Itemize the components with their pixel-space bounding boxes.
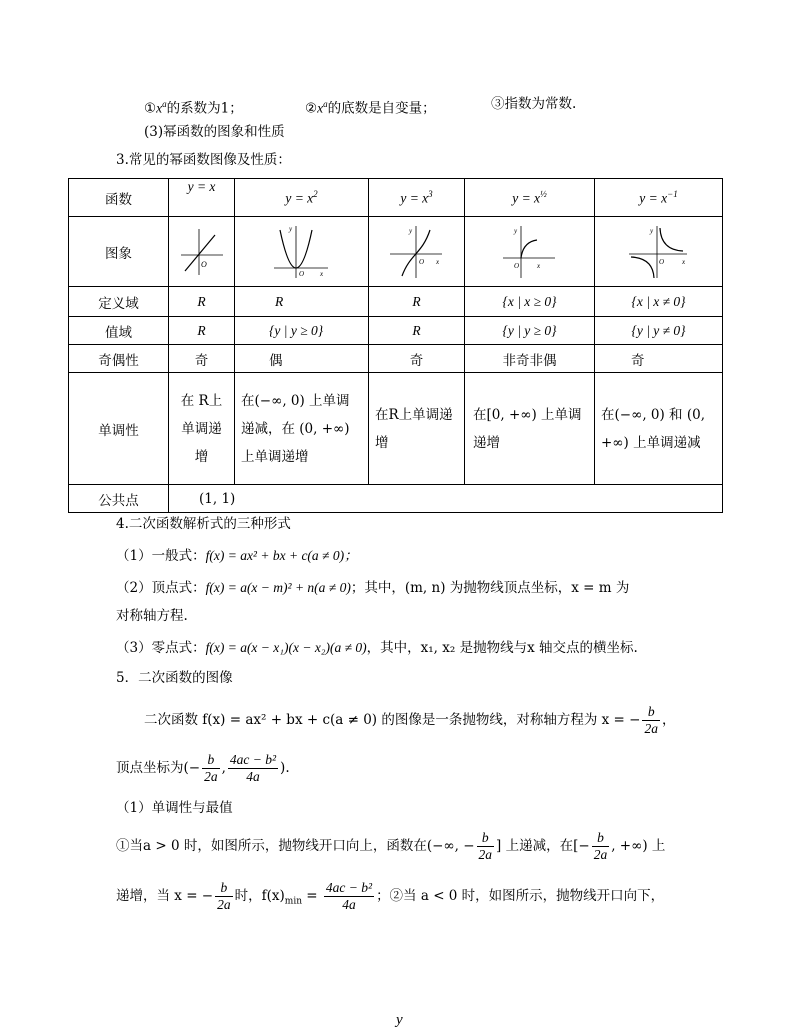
domain-cell: {x | x ≥ 0}: [465, 287, 595, 317]
intro-item3: ③指数为常数.: [491, 96, 577, 112]
intro-item1-pre: ①: [144, 100, 157, 117]
fraction: [477, 830, 495, 863]
case2-line: [116, 878, 664, 914]
fraction: [215, 880, 233, 913]
func-cell: $y = x^3$: [369, 179, 465, 217]
frac-den: 4a: [342, 897, 356, 912]
row-label: 函数: [69, 179, 169, 217]
monotonic-cell: 在[0, +∞) 上单调递增: [465, 373, 595, 485]
svg-text:O: O: [200, 259, 207, 269]
case2-a: 递增，当 x = −: [116, 888, 214, 904]
range-cell: R: [369, 317, 465, 345]
intro-item1-post: 的系数为1；: [166, 100, 243, 117]
svg-text:x: x: [681, 257, 685, 266]
func-cell: $y = x^2$: [235, 179, 369, 217]
section5-p1: [144, 702, 675, 738]
frac-num: 4ac − b²: [325, 880, 373, 895]
monotonic-cell: 在 R上单调递增: [169, 373, 235, 485]
form-general-formula: f(x) = ax² + bx + c(a ≠ 0)；: [205, 548, 358, 563]
form-vertex-cont: 对称轴方程.: [116, 608, 188, 624]
parity-cell: 非奇非偶: [465, 345, 595, 373]
form-vertex-label: （2）顶点式：: [116, 580, 206, 596]
parity-cell: 奇: [369, 345, 465, 373]
domain-cell: {x | x ≠ 0}: [595, 287, 723, 317]
common-point-cell: (1, 1): [169, 485, 723, 513]
fraction: [592, 830, 610, 863]
parity-cell: 偶: [235, 345, 369, 373]
section4-title: 4.二次函数解析式的三种形式: [116, 516, 291, 532]
case1-line: [116, 828, 665, 864]
graph-square: [235, 217, 369, 287]
footer-symbol: y: [396, 1012, 403, 1028]
monotonic-cell: 在(−∞, 0) 和 (0, +∞) 上单调递减: [595, 373, 723, 485]
func-cell: y = x: [169, 179, 235, 217]
intro-item2-pre: ②: [305, 100, 318, 117]
case1-a: ①当a > 0 时，如图所示，抛物线开口向上，函数在(−∞, −: [116, 838, 475, 854]
form-general: [116, 546, 358, 566]
table-row-common: [69, 485, 723, 513]
svg-text:y: y: [513, 226, 517, 235]
frac-num: b: [215, 880, 233, 897]
case2-c: =: [302, 888, 322, 904]
form-zero-label: （3）零点式：: [116, 640, 206, 656]
row-label: 单调性: [69, 373, 169, 485]
parity-cell: 奇: [595, 345, 723, 373]
row-label: 奇偶性: [69, 345, 169, 373]
row-label: 值域: [69, 317, 169, 345]
row-label: 定义域: [69, 287, 169, 317]
intro-item1-var: x: [156, 100, 163, 116]
vertex-coords: 顶点坐标为(− $\frac{b}{2a}$ , $\frac{\text{4ac − b²}}{4a}$ ).: [116, 752, 290, 784]
frac-num: b: [642, 704, 660, 721]
graph-cube: [369, 217, 465, 287]
case2-min: min: [284, 896, 302, 907]
intro-item1-sup: a: [162, 99, 167, 109]
svg-text:O: O: [418, 257, 424, 266]
frac-num: b: [202, 752, 220, 769]
section5-p1-end: ，: [661, 712, 676, 728]
fraction: [324, 880, 374, 913]
table-row-domain: [69, 287, 723, 317]
intro-item2: [305, 94, 436, 119]
vertex-end: ).: [280, 760, 290, 776]
table-row-range: [69, 317, 723, 345]
sub-heading-3: (3)幂函数的图象和性质: [144, 124, 285, 140]
domain-cell: R: [169, 287, 235, 317]
table-row-graph: [69, 217, 723, 287]
range-cell: {y | y ≥ 0}: [235, 317, 369, 345]
domain-cell: R: [369, 287, 465, 317]
graph-linear: [169, 217, 235, 287]
intro-item2-var: x: [317, 100, 324, 116]
svg-text:x: x: [435, 257, 439, 266]
range-cell: {y | y ≥ 0}: [465, 317, 595, 345]
row-label: 图象: [69, 217, 169, 287]
table-row-monotonic: [69, 373, 723, 485]
fraction: [202, 752, 220, 785]
func-cell: $y = x^{-1}$: [595, 179, 723, 217]
parity-cell: 奇: [169, 345, 235, 373]
section5-p1-text: 二次函数 f(x) = ax² + bx + c(a ≠ 0) 的图像是一条抛物线，对称轴方程为 x = −: [144, 712, 641, 728]
frac-den: 2a: [478, 847, 493, 862]
section3-title: 3.常见的幂函数图像及性质：: [116, 152, 291, 168]
monotonic-cell: 在(−∞, 0) 上单调递减，在 (0, +∞) 上单调递增: [235, 373, 369, 485]
case1-c: ] 上递减，在[−: [496, 838, 590, 854]
row-label: 公共点: [69, 485, 169, 513]
table-row-parity: [69, 345, 723, 373]
table-row-function: [69, 179, 723, 217]
intro-line: [144, 94, 243, 119]
range-cell: R: [169, 317, 235, 345]
svg-text:O: O: [513, 261, 519, 270]
svg-text:y: y: [649, 226, 653, 235]
frac-den: 2a: [644, 721, 658, 736]
form-zero: [116, 638, 638, 658]
func-cell: $y = x^{\frac{1}{2}}$: [465, 179, 595, 217]
section5-title: 5．二次函数的图像: [116, 670, 233, 686]
form-general-label: （1）一般式：: [116, 548, 206, 564]
case2-d: ；②当 a < 0 时，如图所示，抛物线开口向下，: [376, 888, 665, 904]
svg-text:O: O: [658, 257, 664, 266]
svg-text:y: y: [408, 226, 412, 235]
form-vertex: [116, 578, 629, 598]
frac-den: 2a: [217, 897, 231, 912]
frac-num: b: [477, 830, 495, 847]
vertex-label: 顶点坐标为(−: [116, 760, 201, 776]
graph-reciprocal: [595, 217, 723, 287]
frac-den: 2a: [204, 769, 218, 784]
svg-text:y: y: [288, 224, 292, 233]
fraction: [642, 704, 660, 737]
form-zero-formula: f(x) = a(x − x₁)(x − x₂)(a ≠ 0): [205, 640, 367, 655]
monotonic-cell: 在R上单调递增: [369, 373, 465, 485]
svg-text:O: O: [298, 269, 304, 278]
intro-item2-post: 的底数是自变量；: [327, 100, 436, 117]
frac-num: b: [592, 830, 610, 847]
intro-item2-sup: a: [323, 99, 328, 109]
sub-monotonic-title: （1）单调性与最值: [116, 800, 233, 816]
frac-num: 4ac − b²: [229, 752, 277, 767]
graph-sqrt: [465, 217, 595, 287]
svg-text:x: x: [536, 261, 540, 270]
fraction: [228, 752, 278, 785]
form-vertex-tail: ；其中，(m, n) 为抛物线顶点坐标，x = m 为: [350, 580, 630, 596]
domain-cell: R: [235, 287, 369, 317]
svg-text:x: x: [319, 269, 323, 278]
case1-d: , +∞) 上: [611, 838, 666, 854]
power-function-table: [68, 178, 723, 513]
frac-den: 2a: [593, 847, 608, 862]
form-zero-tail: ，其中，x₁, x₂ 是抛物线与x 轴交点的横坐标.: [366, 640, 638, 656]
form-vertex-formula: f(x) = a(x − m)² + n(a ≠ 0): [205, 580, 351, 595]
case2-b: 时，f(x): [234, 888, 285, 904]
range-cell: {y | y ≠ 0}: [595, 317, 723, 345]
frac-den: 4a: [246, 769, 260, 784]
